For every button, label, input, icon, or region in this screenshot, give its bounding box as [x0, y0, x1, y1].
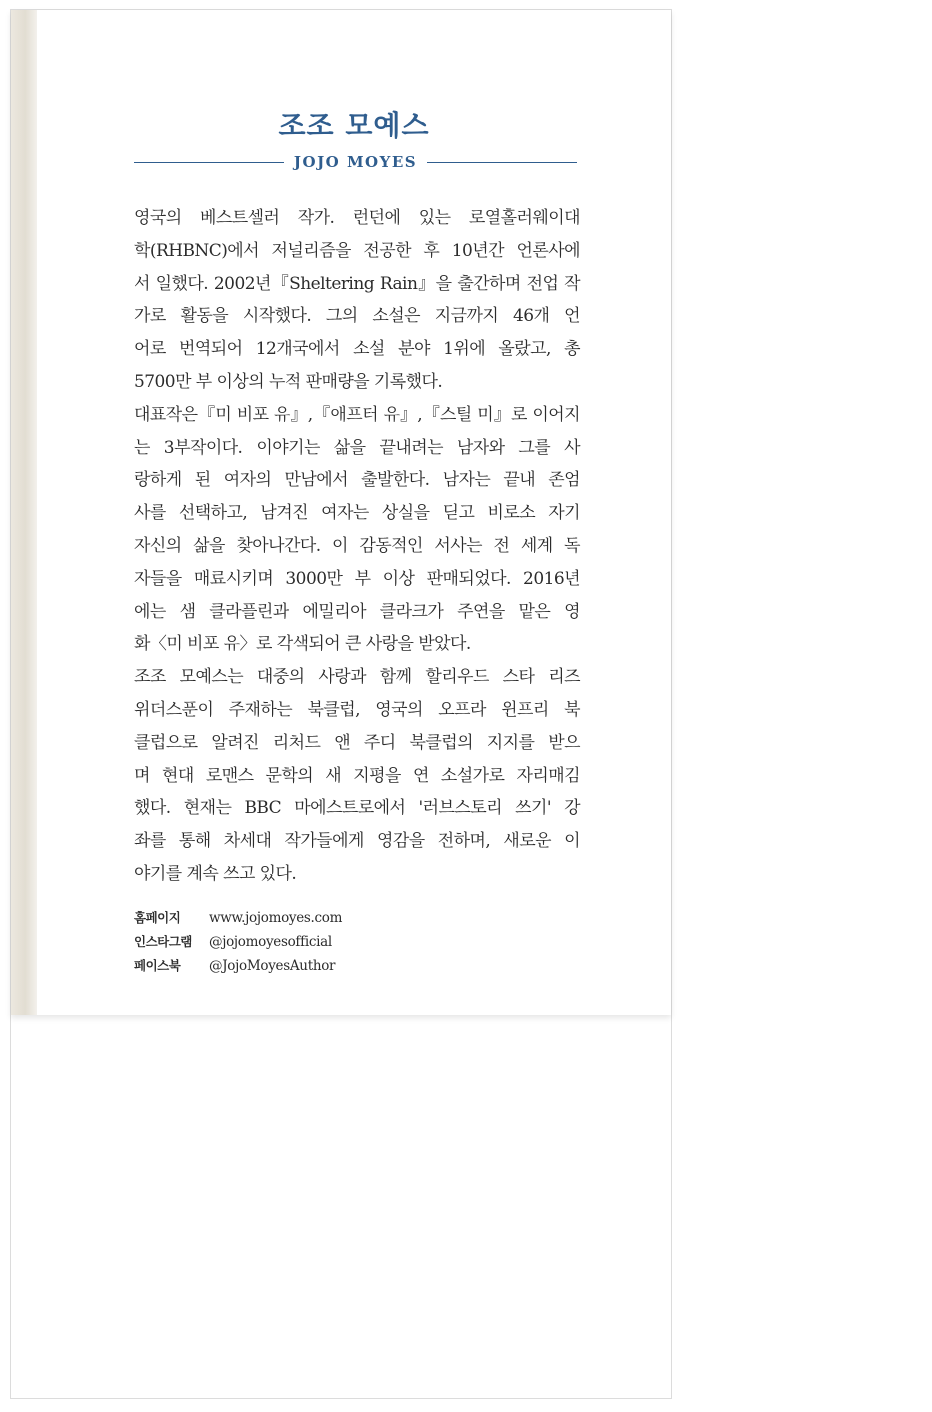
author-name-title: 조조 모예스: [278, 109, 430, 142]
facebook-link[interactable]: @JojoMoyesAuthor: [209, 958, 336, 974]
link-label: 페이스북: [134, 958, 181, 973]
page-spine-shadow: [11, 10, 37, 1015]
bio-line: 자들을 매료시키며 3000만 부 이상 판매되었다. 2016년: [134, 568, 580, 589]
bio-line: 학(RHBNC)에서 저널리즘을 전공한 후 10년간 언론사에: [134, 240, 580, 261]
link-row-facebook: [134, 954, 534, 978]
bio-line: 영국의 베스트셀러 작가. 런던에 있는 로열홀러웨이대: [134, 208, 580, 228]
subtitle-rule-left: [134, 162, 284, 163]
bio-line: 자신의 삶을 찾아나간다. 이 감동적인 서사는 전 세계 독: [134, 535, 580, 556]
author-name-english: JOJO MOYES: [293, 153, 418, 171]
bio-line: 화〈미 비포 유〉로 각색되어 큰 사랑을 받았다.: [134, 634, 471, 655]
bio-line: 랑하게 된 여자의 만남에서 출발한다. 남자는 끝내 존엄: [134, 470, 580, 491]
bio-line: 위더스푼이 주재하는 북클럽, 영국의 오프라 윈프리 북: [134, 699, 580, 720]
subtitle-rule-right: [427, 162, 577, 163]
author-name-subtitle-row: [134, 150, 577, 174]
homepage-link[interactable]: www.jojomoyes.com: [209, 910, 343, 926]
bio-line: 사를 선택하고, 남겨진 여자는 상실을 딛고 비로소 자기: [134, 503, 580, 524]
bio-line: 대표작은『미 비포 유』,『애프터 유』,『스틸 미』로 이어지: [134, 404, 580, 425]
bio-line: 서 일했다. 2002년『Sheltering Rain』을 출간하며 전업 작: [134, 273, 580, 294]
bio-line: 5700만 부 이상의 누적 판매량을 기록했다.: [134, 371, 443, 392]
link-row-instagram: [134, 930, 534, 954]
link-label: 인스타그램: [134, 934, 192, 949]
bio-line: 어로 번역되어 12개국에서 소설 분야 1위에 올랐고, 총: [134, 339, 580, 360]
link-row-homepage: [134, 906, 534, 930]
author-links: [134, 906, 534, 978]
bio-line: 며 현대 로맨스 문학의 새 지평을 연 소설가로 자리매김: [134, 765, 580, 786]
page-frame: [10, 9, 672, 1399]
bio-line: 는 3부작이다. 이야기는 삶을 끝내려는 남자와 그를 사: [134, 437, 580, 458]
bio-line: 클럽으로 알려진 리처드 앤 주디 북클럽의 지지를 받으: [134, 732, 580, 753]
biography-text: [134, 202, 580, 891]
bio-line: 좌를 통해 차세대 작가들에게 영감을 전하며, 새로운 이: [134, 831, 580, 852]
instagram-link[interactable]: @jojomoyesofficial: [209, 934, 332, 950]
book-page: [11, 10, 671, 1015]
bio-line: 에는 샘 클라플린과 에밀리아 클라크가 주연을 맡은 영: [134, 601, 580, 622]
bio-line: 야기를 계속 쓰고 있다.: [134, 863, 297, 884]
link-label: 홈페이지: [134, 910, 181, 925]
bio-line: 조조 모예스는 대중의 사랑과 함께 할리우드 스타 리즈: [134, 667, 580, 688]
bio-line: 가로 활동을 시작했다. 그의 소설은 지금까지 46개 언: [134, 306, 580, 327]
bio-line: 했다. 현재는 BBC 마에스트로에서 '러브스토리 쓰기' 강: [134, 798, 580, 819]
